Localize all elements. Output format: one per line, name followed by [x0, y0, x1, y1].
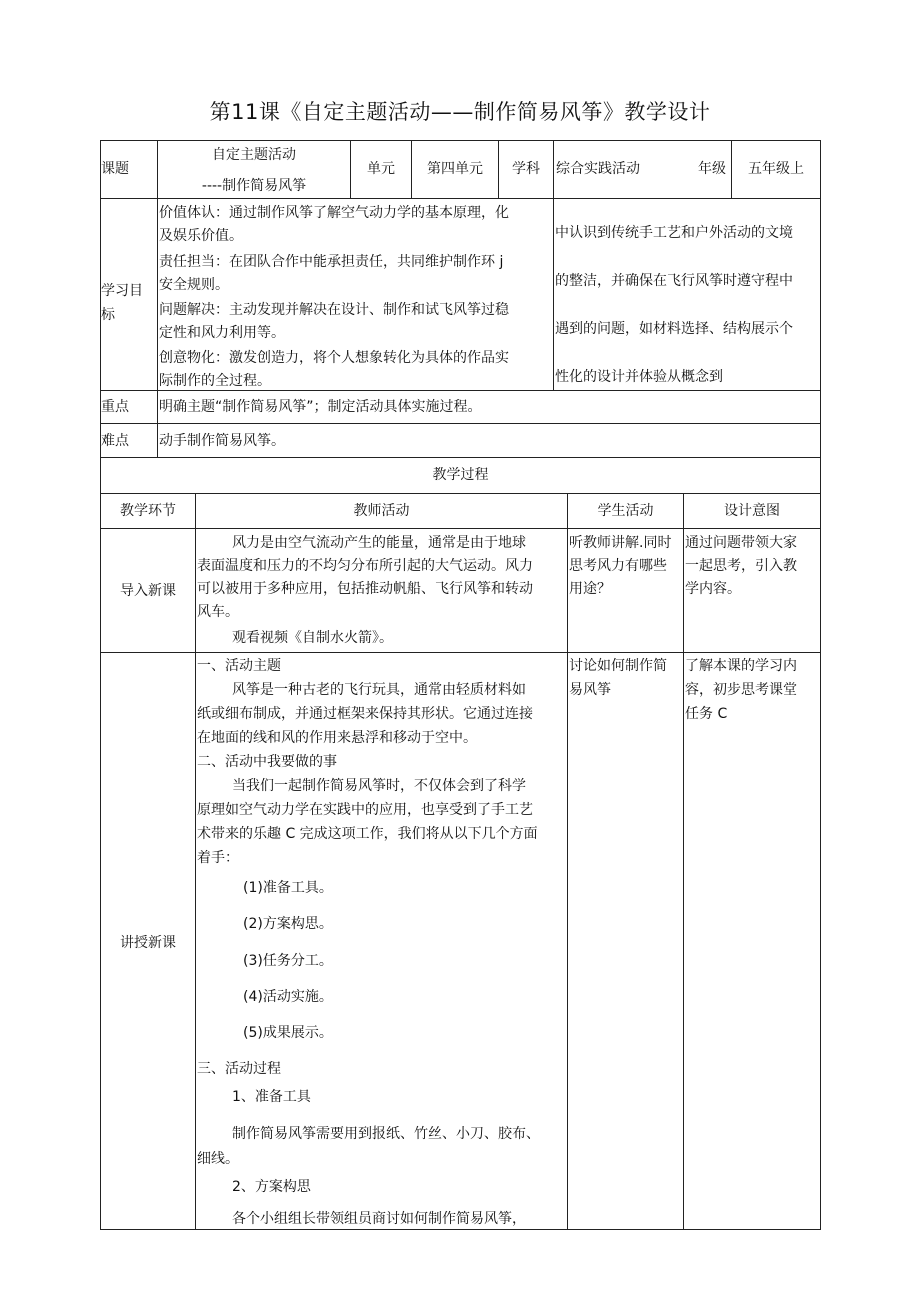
- text-line: 纸或细布制成，并通过框架来保持其形状。它通过连接: [197, 706, 533, 722]
- text-line: 二、活动中我要做的事: [197, 754, 337, 770]
- text-line: (4)活动实施。: [243, 989, 333, 1005]
- goals-line: 及娱乐价值。: [159, 228, 243, 244]
- text-line: 任务 C: [685, 706, 728, 722]
- process-header: 教学过程: [432, 467, 489, 483]
- intro-stage: 导入新课: [120, 583, 176, 599]
- text-line: 1、准备工具: [232, 1089, 311, 1105]
- text-line: 制作简易风筝需要用到报纸、竹丝、小刀、胶布、: [232, 1126, 540, 1142]
- text-line: 用途？: [569, 581, 611, 597]
- text-line: 当我们一起制作简易风筝时，不仅体会到了科学: [232, 778, 526, 794]
- text-line: (2)方案构思。: [243, 916, 333, 932]
- text-line: 学内容。: [685, 581, 741, 597]
- text-line: 了解本课的学习内: [685, 658, 797, 674]
- text-line: 风车。: [197, 604, 239, 620]
- text-line: (1)准备工具。: [243, 880, 333, 896]
- subject-value: 综合实践活动: [556, 161, 640, 177]
- col-header-intent: 设计意图: [724, 503, 780, 519]
- difficulty-text: 动手制作简易风筝。: [159, 433, 285, 449]
- text-line: 易风筝: [569, 682, 611, 698]
- goals-line: 中认识到传统手工艺和户外活动的文境: [555, 225, 793, 241]
- goals-line: 安全规则。: [159, 277, 229, 293]
- key-point-text: 明确主题“制作简易风筝”；制定活动具体实施过程。: [159, 399, 482, 415]
- grade-label: 年级: [698, 161, 726, 177]
- col-header-stage: 教学环节: [120, 503, 176, 519]
- text-line: 表面温度和压力的不均匀分布所引起的大气运动。风力: [197, 558, 533, 574]
- text-line: 在地面的线和风的作用来悬浮和移动于空中。: [197, 730, 477, 746]
- grade-value: 五年级上: [748, 161, 804, 177]
- text-line: 着手：: [197, 850, 239, 866]
- lecture-stage: 讲授新课: [120, 935, 176, 951]
- col-header-teacher: 教师活动: [353, 503, 410, 519]
- text-line: 一起思考，引入教: [685, 558, 797, 574]
- goals-line: 际制作的全过程。: [159, 373, 271, 389]
- goals-label-line1: 学习目: [101, 283, 143, 299]
- goals-line: 责任担当：在团队合作中能承担责任，共同维护制作环 j: [159, 254, 504, 270]
- text-line: 思考风力有哪些: [569, 558, 667, 574]
- text-line: (5)成果展示。: [243, 1025, 333, 1041]
- text-line: (3)任务分工。: [243, 953, 333, 969]
- text-line: 通过问题带领大家: [685, 535, 797, 551]
- goals-line: 的整洁，并确保在飞行风筝时遵守程中: [555, 273, 793, 289]
- text-line: 容，初步思考课堂: [685, 682, 797, 698]
- text-line: 三、活动过程: [197, 1061, 281, 1077]
- goals-line: 问题解决：主动发现并解决在设计、制作和试飞风筝过稳: [159, 302, 509, 318]
- text-line: 一、活动主题: [197, 658, 281, 674]
- text-line: 听教师讲解.同时: [569, 535, 672, 551]
- goals-line: 性化的设计并体验从概念到: [555, 369, 723, 385]
- text-line: 术带来的乐趣 C 完成这项工作，我们将从以下几个方面: [197, 826, 538, 842]
- page-title: 第11课《自定主题活动——制作简易风筝》教学设计: [209, 100, 711, 124]
- course-label: 课题: [101, 161, 129, 177]
- text-line: 2、方案构思: [232, 1179, 311, 1195]
- course-title-line2: ----制作简易风筝: [201, 178, 307, 194]
- key-point-label: 重点: [101, 399, 129, 415]
- text-line: 讨论如何制作简: [569, 658, 667, 674]
- difficulty-label: 难点: [101, 433, 129, 449]
- text-line: 风筝是一种古老的飞行玩具，通常由轻质材料如: [232, 682, 526, 698]
- text-line: 可以被用于多种应用，包括推动帆船、飞行风筝和转动: [197, 581, 533, 597]
- goals-label-line2: 标: [101, 307, 115, 323]
- goals-line: 价值体认：通过制作风筝了解空气动力学的基本原理，化: [159, 205, 509, 221]
- unit-value: 第四单元: [427, 161, 483, 177]
- goals-line: 遇到的问题，如材料选择、结构展示个: [555, 321, 793, 337]
- text-line: 观看视频《自制水火箭》。: [232, 630, 393, 646]
- text-line: 风力是由空气流动产生的能量，通常是由于地球: [232, 535, 526, 551]
- unit-label: 单元: [367, 161, 395, 177]
- course-title-line1: 自定主题活动: [212, 147, 296, 163]
- text-line: 原理如空气动力学在实践中的应用，也享受到了手工艺: [197, 802, 533, 818]
- subject-label: 学科: [512, 161, 540, 177]
- text-line: 细线。: [197, 1151, 239, 1167]
- goals-line: 定性和风力利用等。: [159, 325, 285, 341]
- col-header-student: 学生活动: [597, 503, 654, 519]
- goals-line: 创意物化：激发创造力，将个人想象转化为具体的作品实: [159, 350, 509, 366]
- text-line: 各个小组组长带领组员商讨如何制作简易风筝，: [232, 1211, 526, 1227]
